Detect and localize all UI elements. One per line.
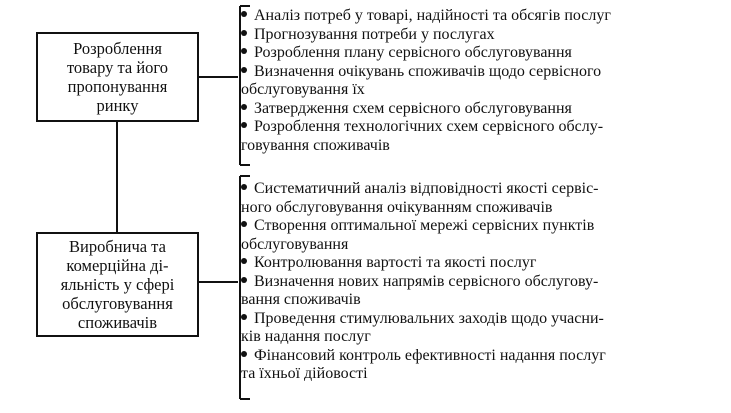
- stage-title: Розроблення товару та його пропонування ринку: [66, 39, 169, 115]
- list-item: [241, 254, 606, 273]
- activity-text: Визначення очікувань споживачів щодо сервісного обслуговування їх: [241, 62, 602, 98]
- bullet-icon: [241, 104, 247, 110]
- list-item: [241, 310, 606, 347]
- list-item: [241, 26, 611, 45]
- activity-text: Розроблення плану сервісного обслуговування: [254, 44, 572, 61]
- bullet-icon: [241, 11, 247, 17]
- activity-text: Затвердження схем сервісного обслуговування: [254, 99, 572, 117]
- list-item: [241, 217, 606, 254]
- activity-text: Прогнозування потреби у послугах: [254, 25, 495, 43]
- activity-text: Контролювання вартості та якості послуг: [254, 254, 537, 271]
- list-item: [241, 44, 611, 63]
- activity-text: Проведення стимулювальних заходів щодо учасни- ків надання послуг: [241, 309, 604, 345]
- bullet-icon: [241, 48, 247, 54]
- bullet-icon: [241, 277, 247, 283]
- list-item: [241, 118, 611, 155]
- activity-text: Визначення нових напрямів сервісного обслугову- вання споживачів: [241, 272, 599, 308]
- bullet-icon: [241, 221, 247, 227]
- bullet-icon: [241, 351, 247, 357]
- bullet-icon: [241, 184, 247, 190]
- list-item: [241, 180, 606, 217]
- activity-text: Фінансовий контроль ефективності надання послуг та їхньої дійовості: [241, 346, 606, 382]
- activity-text: Систематичний аналіз відповідності якості сервіс- ного обслуговування очікуванням споживачів: [241, 180, 599, 216]
- bullet-icon: [241, 258, 247, 264]
- stage-box-production-commercial: [36, 232, 199, 337]
- stage-1-activity-list: [241, 7, 611, 155]
- bullet-icon: [241, 67, 247, 73]
- list-item: [241, 347, 606, 384]
- activity-text: Створення оптимальної мережі сервісних пунктів обслуговування: [241, 217, 595, 253]
- stage-2-activity-list: [241, 180, 606, 384]
- list-item: [241, 100, 611, 119]
- bullet-icon: [241, 30, 247, 36]
- bullet-icon: [241, 314, 247, 320]
- stage-title: Виробнича та комерційна ді- яльність у сфері обслуговування споживачів: [60, 237, 175, 332]
- list-item: [241, 7, 611, 26]
- list-item: [241, 63, 611, 100]
- list-item: [241, 273, 606, 310]
- bullet-icon: [241, 122, 247, 128]
- activity-text: Розроблення технологічних схем сервісного обслу- говування споживачів: [241, 118, 604, 154]
- stage-box-product-development: [36, 32, 199, 122]
- activity-text: Аналіз потреб у товарі, надійності та обсягів послуг: [254, 7, 611, 24]
